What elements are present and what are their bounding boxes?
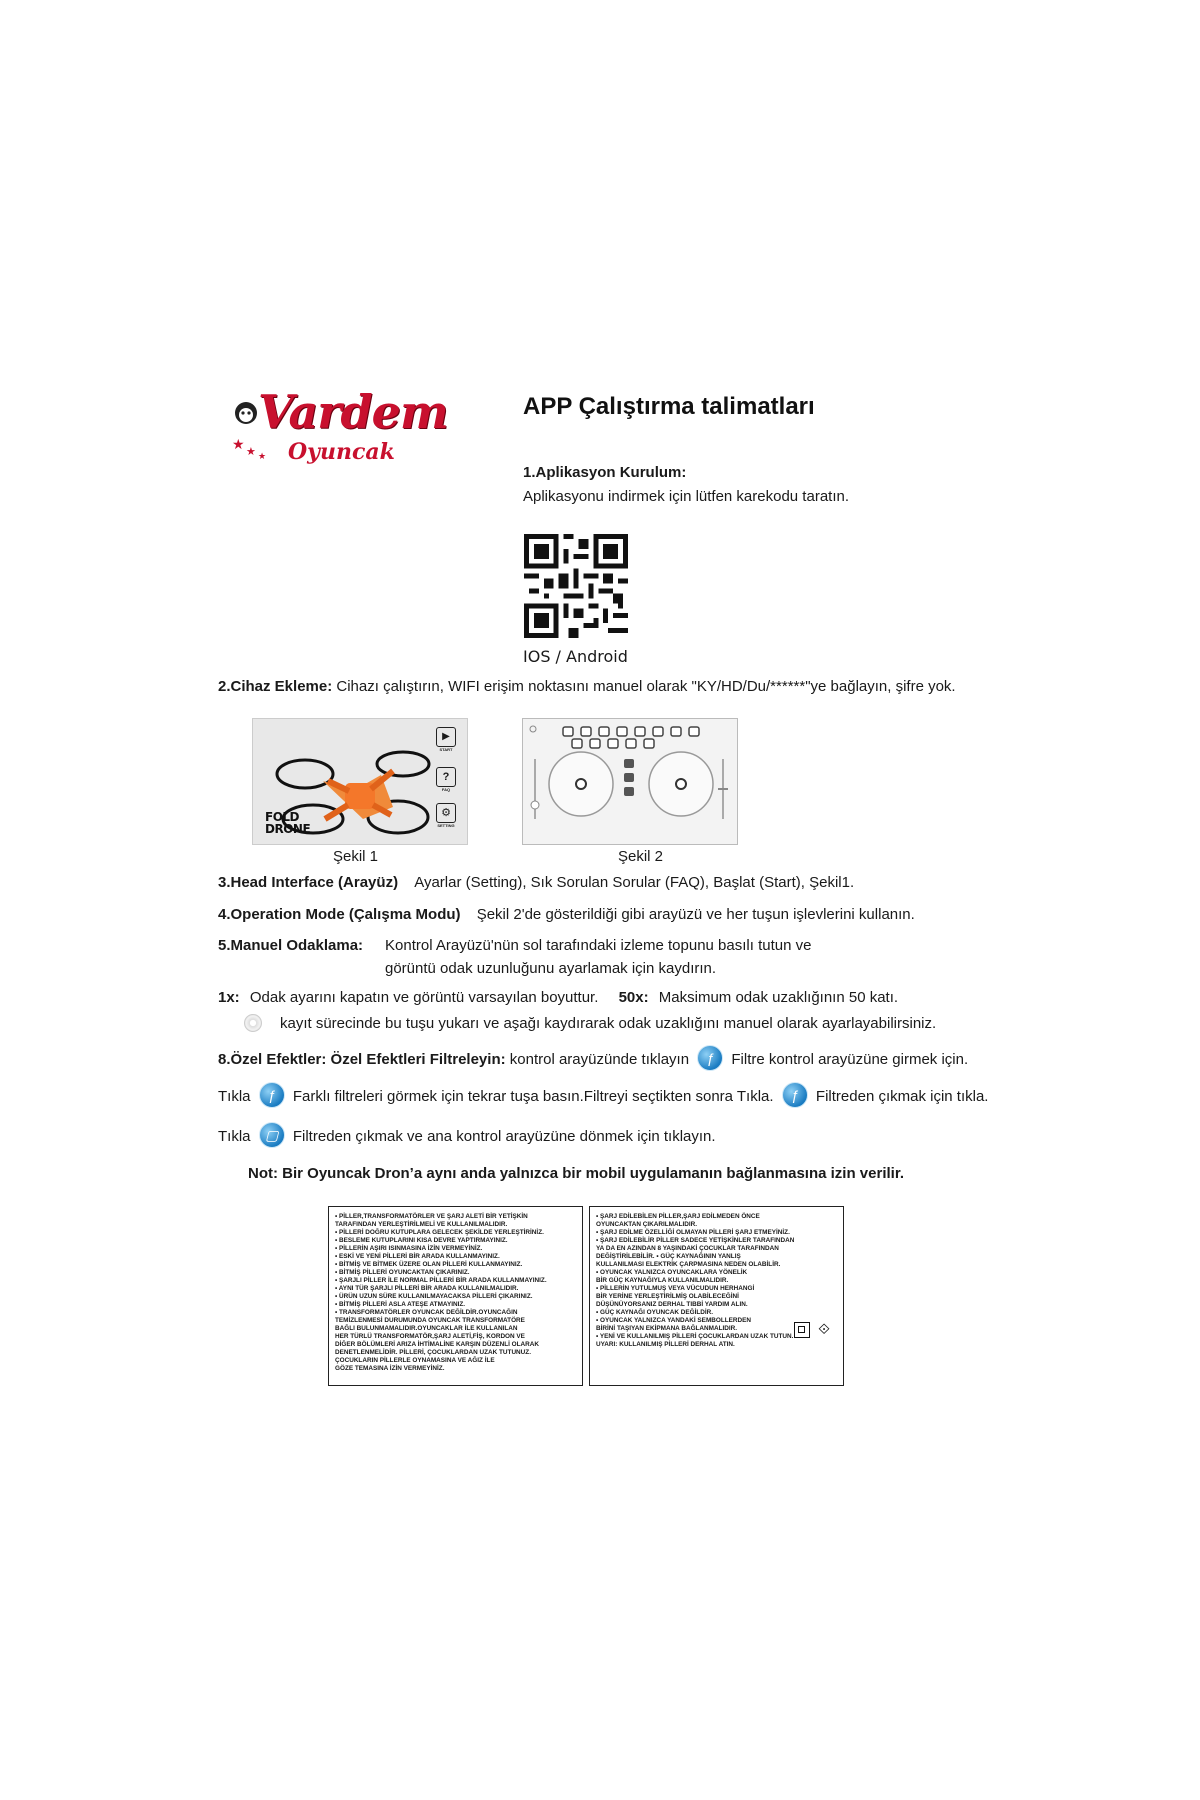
step4-text: Şekil 2'de gösterildiği gibi arayüzü ve her tuşun işlevlerini kullanın.	[476, 906, 915, 923]
step5-line2: görüntü odak uzunluğunu ayarlamak için kaydırın.	[385, 960, 717, 977]
step2-text: Cihazı çalıştırın, WIFI erişim noktasını manuel olarak "KY/HD/Du/******"ye bağlayın, şifre yok.	[332, 678, 956, 695]
step8-text-a: kontrol arayüzünde tıklayın	[505, 1051, 690, 1068]
logo-sub-text: Oyuncak	[288, 439, 395, 465]
question-icon: ?	[436, 767, 456, 787]
step8-line1	[218, 1046, 968, 1074]
warning-line: • GÜÇ KAYNAĞI OYUNCAK DEĞİLDİR.	[596, 1309, 714, 1316]
figure-1-image	[252, 718, 468, 845]
step3-text: Ayarlar (Setting), Sık Sorulan Sorular (FAQ), Başlat (Start), Şekil1.	[414, 874, 855, 891]
warning-line: • ŞARJ EDİLEBİLEN PİLLER,ŞARJ EDİLMEDEN ÖNCE	[596, 1213, 760, 1220]
step2-heading: 2.Cihaz Ekleme:	[218, 678, 333, 695]
svg-text:★: ★	[246, 445, 256, 458]
warning-line: • PİLLERİN YUTULMUŞ VEYA VÜCUDUN HERHANGİ	[596, 1285, 755, 1292]
fold-label-line2: DRONE	[265, 822, 311, 836]
warning-line: • BESLEME KUTUPLARINI KISA DEVRE YAPTIRMAYINIZ.	[335, 1237, 508, 1244]
setting-button-label: SETTING	[437, 823, 455, 828]
warning-line: • PİLLERİN AŞIRI ISINMASINA İZİN VERMEYİNİZ.	[335, 1245, 483, 1252]
warning-line: • BİTMİŞ VE BİTMEK ÜZERE OLAN PİLLERİ KULLANMAYINIZ.	[335, 1261, 523, 1268]
warning-line: • BİTMİŞ PİLLERİ OYUNCAKTAN ÇIKARINIZ.	[335, 1269, 470, 1276]
warning-line: BİRİNİ TAŞIYAN EKİPMANA BAĞLANMALIDIR.	[596, 1325, 738, 1332]
gear-icon: ⚙	[436, 803, 456, 823]
safety-transformer-icon: ⟐	[818, 1321, 830, 1338]
page-title: APP Çalıştırma talimatları	[523, 393, 815, 420]
svg-text:★: ★	[232, 437, 245, 453]
control-interface-illustration	[523, 719, 737, 844]
warning-line: TEMİZLENMESİ DURUMUNDA OYUNCAK TRANSFORMATÖRE	[335, 1317, 525, 1324]
warning-line: OYUNCAKTAN ÇIKARILMALIDIR.	[596, 1221, 698, 1228]
warning-line: • OYUNCAK YALNIZCA OYUNCAKLARA YÖNELİK	[596, 1269, 748, 1276]
svg-text:★: ★	[258, 452, 267, 462]
step3-line	[218, 872, 854, 894]
warning-line: • TRANSFORMATÖRLER OYUNCAK DEĞİLDİR.OYUNCAĞIN	[335, 1309, 518, 1316]
warning-line: BİR YERİNE YERLEŞTİRİLMİŞ OLABİLECEĞİNİ	[596, 1293, 739, 1300]
step1-text: Aplikasyonu indirmek için lütfen karekodu taratın.	[523, 488, 850, 505]
step8-line2	[218, 1083, 988, 1111]
filter-icon[interactable]: ƒ	[259, 1082, 285, 1108]
warning-line: DİĞER BÖLÜMLERİ ARIZA İHTİMALİNE KARŞIN DÜZENLİ OLARAK	[335, 1341, 540, 1348]
connection-note: Not: Bir Oyuncak Dron’a aynı anda yalnızca bir mobil uygulamanın bağlanmasına izin verilir.	[248, 1165, 905, 1182]
zoom-1x-label: 1x:	[218, 989, 240, 1006]
warning-line: • YENİ VE KULLANILMIŞ PİLLERİ ÇOCUKLARDAN UZAK TUTUN.	[596, 1333, 794, 1340]
play-icon: ▶	[436, 727, 456, 747]
step8-l2-b: Farklı filtreleri görmek için tekrar tuşa basın.Filtreyi seçtikten sonra Tıkla.	[292, 1088, 774, 1105]
filter-icon[interactable]: ƒ	[782, 1082, 808, 1108]
warning-line: YA DA EN AZINDAN 8 YAŞINDAKİ ÇOCUKLAR TARAFINDAN	[596, 1245, 779, 1252]
fold-label-line1: FOLD	[265, 810, 300, 824]
step3-heading: 3.Head Interface (Arayüz)	[218, 874, 399, 891]
warning-line: UYARI: KULLANILMIŞ PİLLERİ DERHAL ATIN.	[596, 1341, 735, 1348]
warning-line: • PİLLERİ DOĞRU KUTUPLARA GELECEK ŞEKİLDE YERLEŞTİRİNİZ.	[335, 1229, 544, 1236]
zoom-50x-label: 50x:	[618, 989, 649, 1006]
warning-line: • ŞARJ EDİLME ÖZELLİĞİ OLMAYAN PİLLERİ ŞARJ ETMEYİNİZ.	[596, 1229, 790, 1236]
filter-icon[interactable]: ƒ	[697, 1045, 723, 1071]
qr-code	[524, 534, 628, 638]
warning-line: • ESKİ VE YENİ PİLLERİ BİR ARADA KULLANMAYINIZ.	[335, 1253, 500, 1260]
qr-caption: IOS / Android	[523, 647, 628, 666]
fold-drone-label	[265, 811, 310, 835]
start-button-label: START	[439, 747, 453, 752]
zoom-1x-text: Odak ayarını kapatın ve görüntü varsayılan boyuttur.	[249, 989, 599, 1006]
step8-l3-a: Tıkla	[218, 1128, 251, 1145]
zoom-50x-text: Maksimum odak uzaklığının 50 katı.	[658, 989, 899, 1006]
step8-l3-b: Filtreden çıkmak ve ana kontrol arayüzüne dönmek için tıklayın.	[292, 1128, 716, 1145]
warning-line: • ŞARJLI PİLLER İLE NORMAL PİLLERİ BİR ARADA KULLANMAYINIZ.	[335, 1277, 547, 1284]
warning-line: HER TÜRLÜ TRANSFORMATÖR,ŞARJ ALETİ,FİŞ, KORDON VE	[335, 1333, 525, 1340]
step8-heading: 8.Özel Efektler: Özel Efektleri Filtreleyin:	[218, 1051, 506, 1068]
warning-line: DENETLENMELİDİR. PİLLERİ, ÇOCUKLARDAN UZAK TUTUNUZ.	[335, 1349, 531, 1356]
step8-line3	[218, 1123, 716, 1151]
safety-symbols	[794, 1322, 836, 1342]
zoom-line	[218, 987, 898, 1009]
step8-text-b: Filtre kontrol arayüzüne girmek için.	[731, 1051, 969, 1068]
warning-line: DEĞİŞTİRİLEBİLİR. • GÜÇ KAYNAĞININ YANLIŞ	[596, 1253, 741, 1260]
warning-line: • AYNI TÜR ŞARJLI PİLLERİ BİR ARADA KULLANILMALIDIR.	[335, 1285, 519, 1292]
warning-line: BAĞLI BULUNMAMALIDIR.OYUNCAKLAR İLE KULLANILAN	[335, 1325, 518, 1332]
figure-2-caption: Şekil 2	[618, 848, 664, 865]
warning-line: • BİTMİŞ PİLLERİ ASLA ATEŞE ATMAYINIZ.	[335, 1301, 466, 1308]
logo-brand-text: Vardem	[258, 385, 448, 439]
warning-line: ÇOCUKLARIN PİLLERLE OYNAMASINA VE AĞIZ İLE	[335, 1357, 495, 1364]
warning-panel-left	[328, 1206, 583, 1386]
faq-button-label: FAQ	[441, 787, 451, 792]
brand-logo	[228, 385, 448, 485]
step8-l2-c: Filtreden çıkmak için tıkla.	[815, 1088, 989, 1105]
step4-line	[218, 904, 915, 926]
faq-button[interactable]	[433, 767, 459, 792]
figure-2-image	[522, 718, 738, 845]
warning-panel-right	[589, 1206, 844, 1386]
warning-line: GÖZE TEMASINA İZİN VERMEYİNİZ.	[335, 1365, 445, 1372]
setting-button[interactable]	[433, 803, 459, 828]
record-text: kayıt sürecinde bu tuşu yukarı ve aşağı kaydırarak odak uzaklığını manuel olarak ayarlayabilirsiniz.	[280, 1015, 937, 1032]
step4-heading: 4.Operation Mode (Çalışma Modu)	[218, 906, 461, 923]
step2-line	[218, 676, 956, 698]
step5-line1: Kontrol Arayüzü'nün sol tarafındaki izleme topunu basılı tutun ve	[385, 937, 812, 954]
warning-line: • ŞARJ EDİLEBİLİR PİLLER SADECE YETİŞKİNLER TARAFINDAN	[596, 1237, 795, 1244]
warning-line: • ÜRÜN UZUN SÜRE KULLANILMAYACAKSA PİLLERİ ÇIKARINIZ.	[335, 1293, 533, 1300]
warning-line: • PİLLER,TRANSFORMATÖRLER VE ŞARJ ALETİ BİR YETİŞKİN	[335, 1213, 528, 1220]
step5-heading: 5.Manuel Odaklama:	[218, 937, 364, 954]
warning-line: • OYUNCAK YALNIZCA YANDAKİ SEMBOLLERDEN	[596, 1317, 752, 1324]
double-insulation-icon	[794, 1322, 810, 1338]
step8-l2-a: Tıkla	[218, 1088, 251, 1105]
warning-line: KULLANILMASI ELEKTRİK ÇARPMASINA NEDEN OLABİLİR.	[596, 1261, 781, 1268]
trackball-icon	[244, 1014, 262, 1032]
warning-line: DÜŞÜNÜYORSANIZ DERHAL TIBBİ YARDIM ALIN.	[596, 1301, 748, 1308]
warning-line: BİR GÜÇ KAYNAĞIYLA KULLANILMALIDIR.	[596, 1277, 729, 1284]
start-button[interactable]	[433, 727, 459, 752]
filter-exit-icon[interactable]: ▢	[259, 1122, 285, 1148]
figure-1-caption: Şekil 1	[333, 848, 379, 865]
warning-line: TARAFINDAN YERLEŞTİRİLMELİ VE KULLANILMALIDIR.	[335, 1221, 508, 1228]
step1-heading: 1.Aplikasyon Kurulum:	[523, 464, 687, 481]
